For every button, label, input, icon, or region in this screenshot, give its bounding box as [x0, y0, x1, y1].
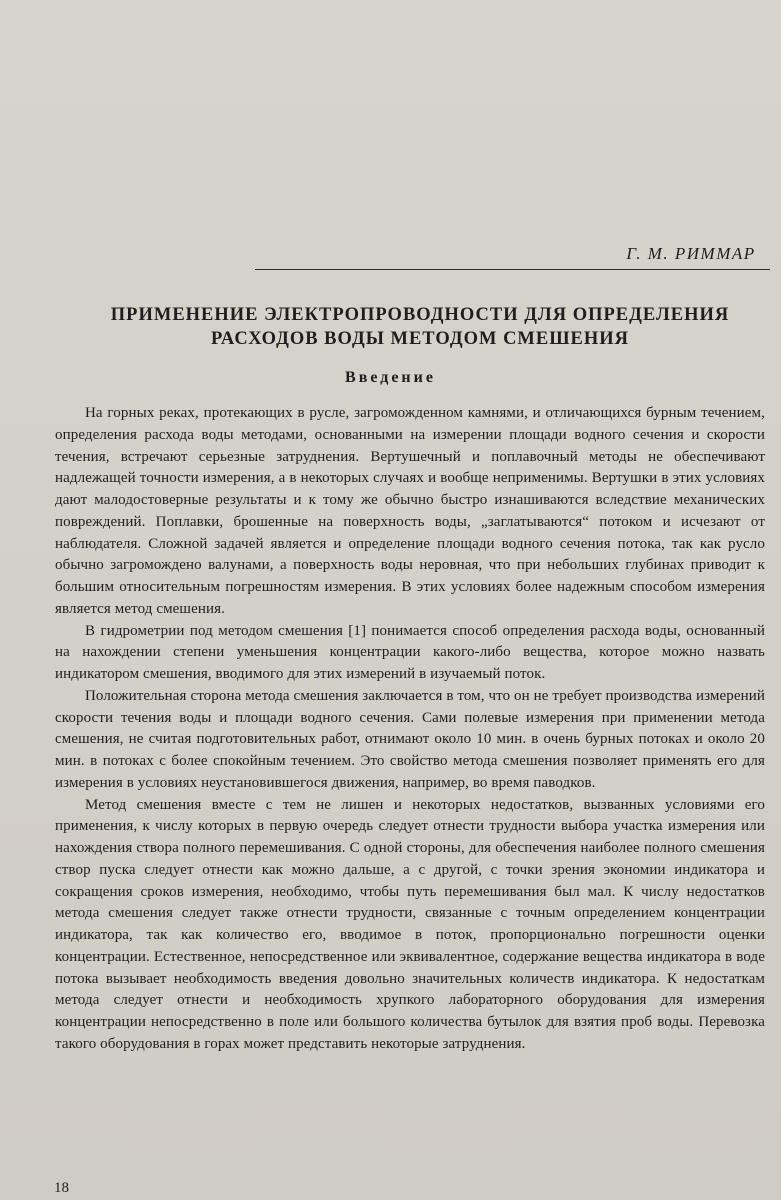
author-name: Г. М. РИММАР — [626, 244, 756, 263]
title-line-2: РАСХОДОВ ВОДЫ МЕТОДОМ СМЕШЕНИЯ — [210, 329, 630, 349]
author-underline — [255, 269, 770, 270]
paragraph-3: Положительная сторона метода смешения заключается в том, что он не требует производства измерений скорости течения воды и площади водного сечения. Сами полевые измерения при применении метода смешения, не считая подготовительных работ, отнимают около 10 мин. в очень бурных потоках и около 20 мин. в потоках с более спокойным течением. Это свойство метода смешения позволяет применять его для измерения в условиях неустановившегося движения, например, во время паводков. — [55, 687, 765, 791]
page-number: 18 — [54, 1180, 69, 1196]
section-heading: Введение — [345, 369, 436, 386]
title-line-1: ПРИМЕНЕНИЕ ЭЛЕКТРОПРОВОДНОСТИ ДЛЯ ОПРЕДЕЛЕНИЯ — [110, 305, 730, 325]
paragraph-1: На горных реках, протекающих в русле, загроможденном камнями, и отличающихся бурным течением, определения расхода воды методами, основанными на измерении площади водного сечения и скорости течения, встречают серьезные затруднения. Вертушечный и поплавочный методы не обеспечивают надлежащей точности измерения, а в некоторых случаях и вообще неприменимы. Вертушки в этих условиях дают малодостоверные результаты и к тому же обычно быстро изнашиваются вследствие механических повреждений. Поплавки, брошенные на поверхность воды, „заглатываются“ потоком и исчезают от наблюдателя. Сложной задачей является и определение площади водного сечения потока, так как русло обычно загромождено валунами, а поверхность воды неровная, что при небольших глубинах приводит к большим относительным погрешностям измерения. В этих условиях более надежным способом измерения является метод смешения. — [55, 405, 765, 617]
paragraph-2: В гидрометрии под методом смешения [1] понимается способ определения расхода воды, основанный на нахождении степени уменьшения концентрации какого-либо вещества, которое можно назвать индикатором смешения, вводимого для этих измерений в изучаемый поток. — [55, 622, 765, 682]
paragraph-4: Метод смешения вместе с тем не лишен и некоторых недостатков, вызванных условиями его применения, к числу которых в первую очередь следует отнести трудности выбора участка измерения или нахождения створа полного перемешивания. С одной стороны, для обеспечения наиболее полного смешения створ пуска следует отнести как можно дальше, а с другой, с точки зрения экономии индикатора и сокращения сроков измерения, необходимо, чтобы путь перемешивания был мал. К числу недостатков метода смешения следует также отнести трудности, связанные с точным определением концентрации индикатора, так как количество его, вводимое в поток, пропорционально погрешности оценки концентрации. Естественное, непосредственное или эквивалентное, содержание вещества индикатора в воде потока вызывает необходимость введения довольно значительных количеств индикатора. К недостаткам метода следует отнести и необходимость хрупкого лабораторного оборудования для измерения концентрации непосредственно в поле или большого количества бутылок для взятия проб воды. Перевозка такого оборудования в горах может представить некоторые затруднения. — [55, 796, 765, 1052]
article-body — [55, 403, 765, 1056]
article-title — [60, 303, 780, 351]
